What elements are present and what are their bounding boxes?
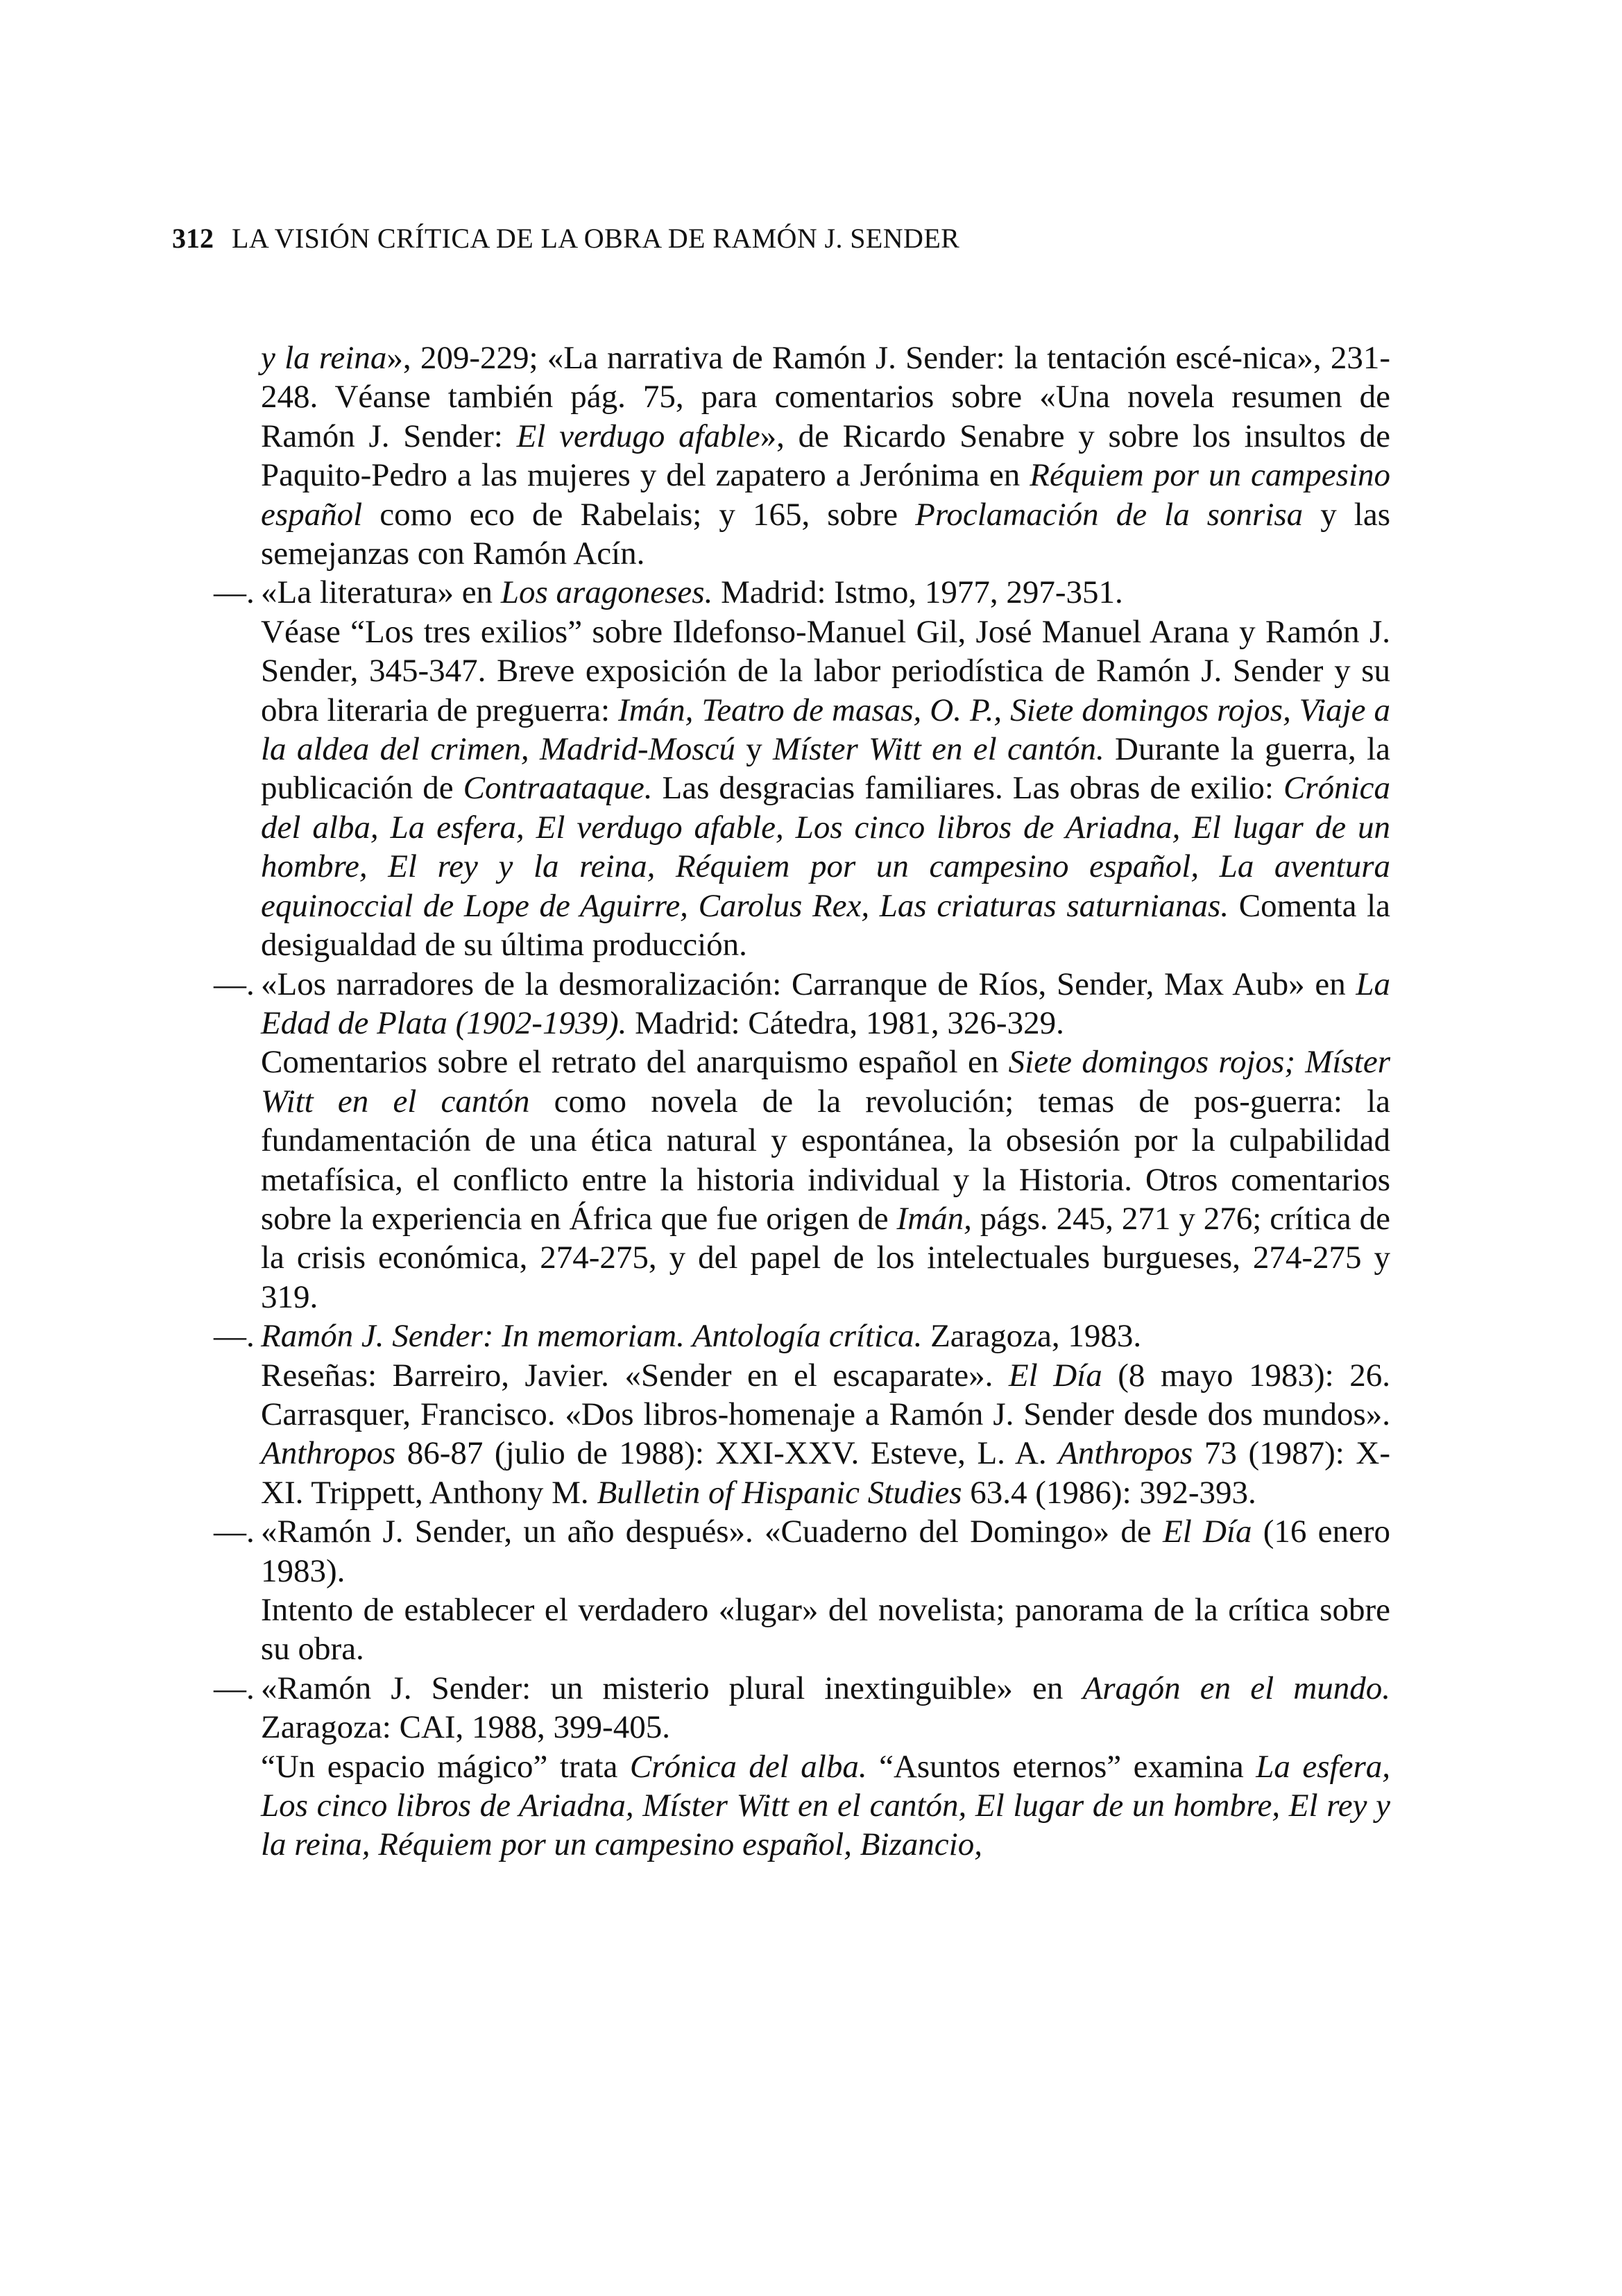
- repeat-author-dash: —.: [214, 1318, 255, 1355]
- entry-annotation: Intento de establecer el verdadero «lugar» del novelista; panorama de la crítica sobre su obra.: [261, 1592, 1390, 1668]
- entry-citation: «Los narradores de la desmoralización: Carranque de Ríos, Sender, Max Aub» en La Edad de Plata (1902-1939). Madrid: Cátedra, 1981, 326-329.: [261, 966, 1390, 1041]
- entry-citation: «La literatura» en Los aragoneses. Madrid: Istmo, 1977, 297-351.: [261, 574, 1123, 611]
- entry-annotation: “Un espacio mágico” trata Crónica del alba. “Asuntos eternos” examina La esfera, Los cinco libros de Ariadna, Míster Witt en el cantón, El lugar de un hombre, El rey y la reina, Réquiem por un campesino español, Bizancio,: [261, 1748, 1390, 1863]
- bibliography-entry: [214, 1669, 1390, 1865]
- page-number: 312: [172, 223, 214, 254]
- repeat-author-dash: —.: [214, 966, 255, 1002]
- entry-annotation: Reseñas: Barreiro, Javier. «Sender en el escaparate». El Día (8 mayo 1983): 26. Carrasquer, Francisco. «Dos libros-homenaje a Ramón J. Sender desde dos mundos». Anthropos 86-87 (julio de 1988): XXI-XXV. Esteve, L. A. Anthropos 73 (1987): X-XI. Trippett, Anthony M. Bulletin of Hispanic Studies 63.4 (1986): 392-393.: [261, 1357, 1390, 1511]
- entry-citation: Ramón J. Sender: In memoriam. Antología crítica. Zaragoza, 1983.: [261, 1318, 1142, 1355]
- entry-citation: «Ramón J. Sender: un misterio plural inextinguible» en Aragón en el mundo. Zaragoza: CAI, 1988, 399-405.: [261, 1670, 1390, 1746]
- bibliography-entry: [214, 1512, 1390, 1669]
- entry-annotation: Comentarios sobre el retrato del anarquismo español en Siete domingos rojos; Míster Witt en el cantón como novela de la revolución; temas de pos-guerra: la fundamentación de una ética natural y espontánea, la obsesión por la culpabilidad metafísica, el conflicto entre la historia individual y la Historia. Otros comentarios sobre la experiencia en África que fue origen de Imán, págs. 245, 271 y 276; crítica de la crisis económica, 274-275, y del papel de los intelectuales burgueses, 274-275 y 319.: [261, 1044, 1390, 1315]
- repeat-author-dash: —.: [214, 574, 255, 611]
- bibliography-entry: [214, 573, 1390, 964]
- continuation-paragraph: y la reina», 209-229; «La narrativa de Ramón J. Sender: la tentación escé-nica», 231-248. Véanse también pág. 75, para comentarios sobre «Una novela resumen de Ramón J. Sender: El verdugo afable», de Ricardo Senabre y sobre los insultos de Paquito-Pedro a las mujeres y del zapatero a Jerónima en Réquiem por un campesino español como eco de Rabelais; y 165, sobre Proclamación de la sonrisa y las semejanzas con Ramón Acín.: [261, 340, 1391, 572]
- entry-citation: «Ramón J. Sender, un año después». «Cuaderno del Domingo» de El Día (16 enero 1983).: [261, 1514, 1390, 1589]
- running-title: LA VISIÓN CRÍTICA DE LA OBRA DE RAMÓN J. SENDER: [232, 223, 960, 254]
- repeat-author-dash: —.: [214, 1514, 255, 1550]
- running-header: [172, 221, 1462, 257]
- bibliography-body: [214, 339, 1391, 1865]
- repeat-author-dash: —.: [214, 1670, 255, 1706]
- bibliography-entry: [214, 1317, 1390, 1512]
- bibliography-entry: [214, 965, 1390, 1317]
- entry-annotation: Véase “Los tres exilios” sobre Ildefonso-Manuel Gil, José Manuel Arana y Ramón J. Sender, 345-347. Breve exposición de la labor periodística de Ramón J. Sender y su obra literaria de preguerra: Imán, Teatro de masas, O. P., Siete domingos rojos, Viaje a la aldea del crimen, Madrid-Moscú y Míster Witt en el cantón. Durante la guerra, la publicación de Contraataque. Las desgracias familiares. Las obras de exilio: Crónica del alba, La esfera, El verdugo afable, Los cinco libros de Ariadna, El lugar de un hombre, El rey y la reina, Réquiem por un campesino español, La aventura equinoccial de Lope de Aguirre, Carolus Rex, Las criaturas saturnianas. Comenta la desigualdad de su última producción.: [261, 613, 1390, 963]
